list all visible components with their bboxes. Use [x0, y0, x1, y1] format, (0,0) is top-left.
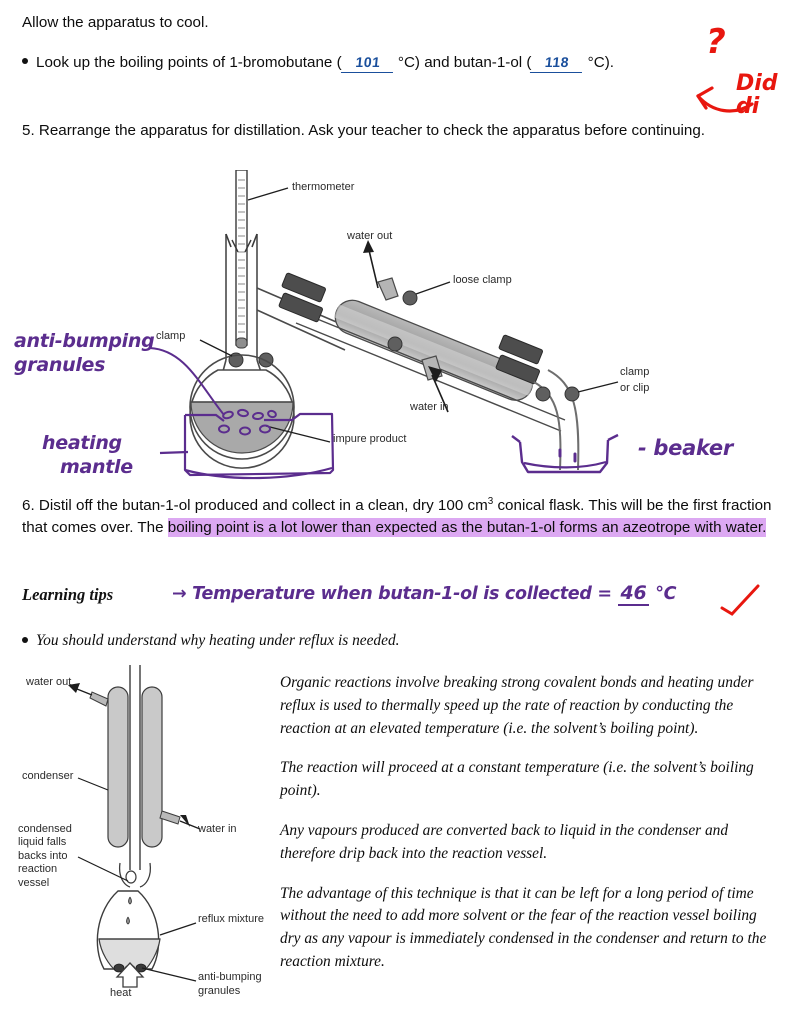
hw-mantle-line1: heating [42, 432, 122, 454]
bp-text-part2: °C) and butan-1-ol ( [397, 54, 532, 71]
reflux-label-anti-bumping-line1: anti-bumping [198, 971, 262, 983]
hw-anti-line1: anti-bumping [14, 330, 155, 352]
hw-mantle-line2: mantle [60, 455, 133, 478]
bullet-reflux-text: You should understand why heating under reflux is needed. [36, 632, 400, 649]
reflux-paragraph-3: Any vapours produced are converted back to liquid in the condenser and therefore drip back into the reaction vessel. [280, 821, 729, 862]
handwriting-beaker: - beaker [638, 436, 733, 460]
step6-highlighted-text: boiling point is a lot lower than expected as the butan-1-ol forms an azeotrope with water. [167, 519, 767, 537]
learning-tips-heading: Learning tips [22, 585, 114, 604]
handwriting-anti-bumping-granules [14, 330, 174, 378]
red-note-line1: Did [736, 71, 778, 96]
label-water-out: water out [347, 230, 393, 242]
hw-temp-text: Temperature when butan-1-ol is collected = [192, 584, 612, 604]
instruction-step-5: 5. Rearrange the apparatus for distillation. Ask your teacher to check the apparatus before continuing. [22, 122, 706, 139]
handwriting-question-mark: ? [706, 22, 726, 62]
bullet-icon-reflux [22, 637, 28, 643]
bullet-boiling-points [22, 52, 712, 74]
label-water-in: water in [410, 401, 449, 413]
bp-text-part1: Look up the boiling points of 1-bromobutane ( [36, 54, 342, 71]
bullet-reflux-understanding [22, 630, 542, 653]
reflux-label-water-in: water in [198, 823, 237, 835]
reflux-label-reflux-mixture: reflux mixture [198, 913, 265, 925]
bp-text-part3: °C). [587, 54, 614, 71]
instruction-step-6 [22, 495, 772, 539]
reflux-paragraph-1: Organic reactions involve breaking strong covalent bonds and heating under reflux is used to thermally speed up the rate of reaction by conducting the reaction at an elevated temperature (i.e. the solvent’s boiling point). [280, 674, 754, 737]
step6-plain2: conical flask. This will be the first fraction that comes over. The [22, 497, 772, 537]
label-thermometer: thermometer [292, 181, 355, 193]
hw-temp-arrow: → [172, 584, 187, 604]
reflux-paragraph-2: The reaction will proceed at a constant temperature (i.e. the solvent’s boiling point). [280, 759, 754, 800]
reflux-label-condenser: condenser [22, 770, 74, 782]
bullet-icon [22, 58, 28, 64]
handwriting-temperature-note [172, 582, 676, 604]
reflux-label-water-out: water out [26, 676, 72, 688]
hw-anti-line2: granules [14, 353, 106, 376]
answer-blank-butanol[interactable]: 118 [530, 52, 584, 73]
label-impure-product: impure product [333, 433, 407, 445]
reflux-label-condensed-liquid: condensed liquid falls backs into reaction vessel [18, 823, 72, 889]
label-loose-clamp: loose clamp [453, 274, 512, 286]
label-clamp-or-clip-line1: clamp [620, 366, 650, 378]
label-clamp: clamp [156, 330, 186, 342]
reflux-label-anti-bumping-line2: granules [198, 985, 241, 997]
step6-superscript: 3 [487, 496, 494, 507]
red-note-line2: di [736, 94, 760, 120]
reflux-diagram [0, 665, 265, 1005]
step6-plain1: 6. Distil off the butan-1-ol produced and collect in a clean, dry 100 cm [22, 497, 488, 515]
answer-blank-bromobutane[interactable]: 101 [341, 52, 395, 73]
reflux-label-heat: heat [110, 987, 132, 999]
handwriting-red-tick [716, 582, 766, 616]
reflux-explanation-column [280, 672, 772, 974]
hw-temp-value: 46 [618, 582, 650, 606]
label-clamp-or-clip-line2: or clip [620, 382, 650, 394]
instruction-cool: Allow the apparatus to cool. [22, 14, 209, 31]
hw-temp-unit: °C [655, 584, 677, 604]
handwriting-heating-mantle [42, 432, 133, 480]
handwriting-red-note [736, 72, 778, 118]
reflux-paragraph-4: The advantage of this technique is that it can be left for a long period of time without the need to add more solvent or the fear of the reaction vessel boiling dry as any vapour is immediately condensed in the condenser and return to the reaction mixture. [280, 884, 767, 970]
